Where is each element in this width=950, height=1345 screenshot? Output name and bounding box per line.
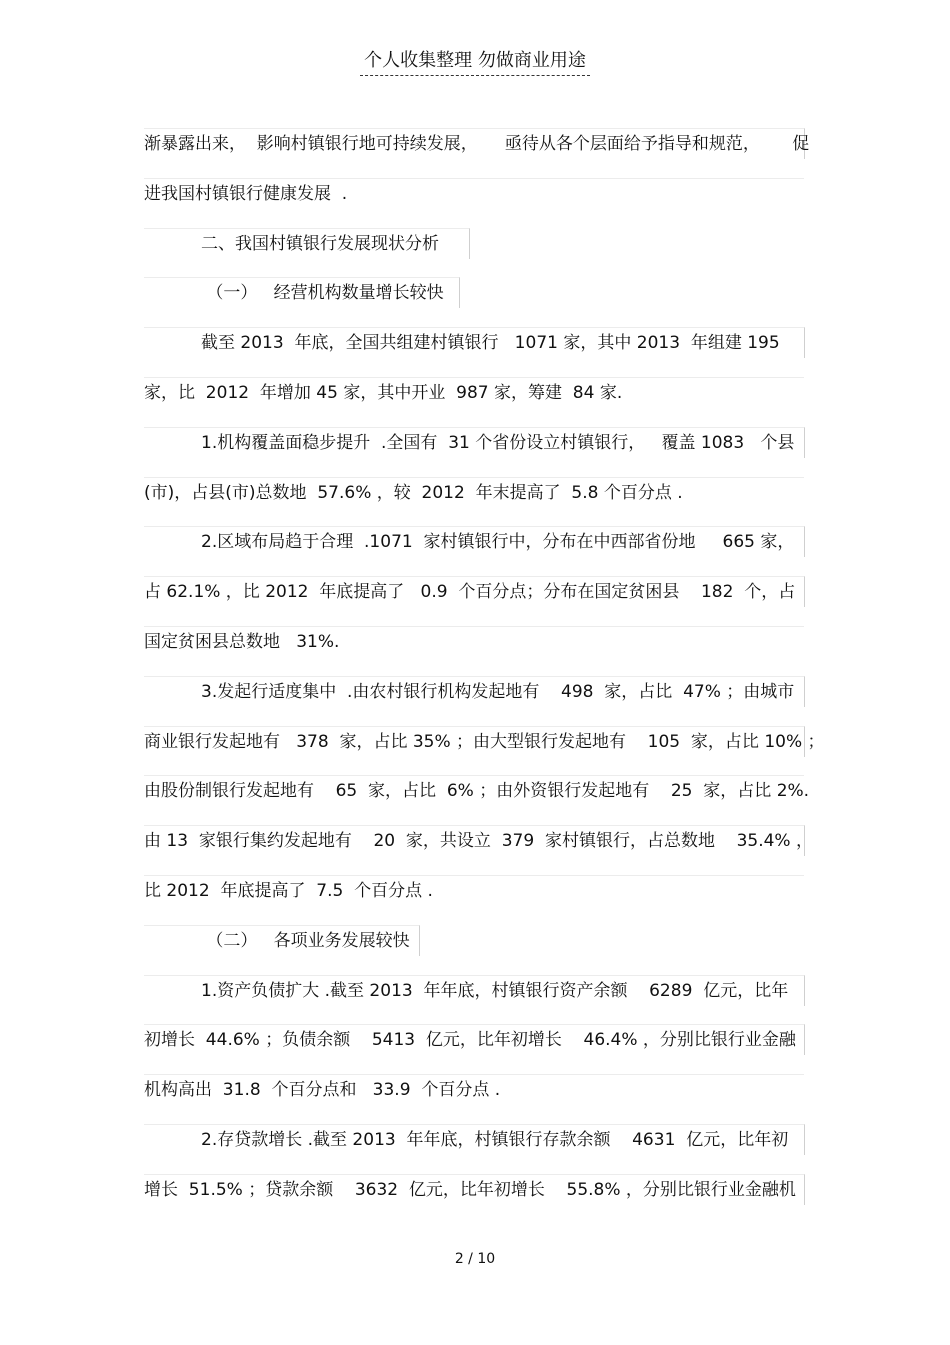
section-heading: 二、我国村镇银行发展现状分析 xyxy=(144,228,470,259)
text-line: 1.机构覆盖面稳步提升 .全国有 31 个省份设立村镇银行， 覆盖 1083 个县 xyxy=(144,427,805,458)
text-line: 3.发起行适度集中 .由农村银行机构发起地有 498 家，占比 47% ；由城市 xyxy=(144,676,805,707)
text-line: 渐暴露出来， 影响村镇银行地可持续发展， 亟待从各个层面给予指导和规范， 促 xyxy=(144,128,805,159)
text-line: 国定贫困县总数地 31%. xyxy=(144,626,804,657)
text-line: 比 2012 年底提高了 7.5 个百分点 . xyxy=(144,875,804,906)
text-line: (市)，占县(市)总数地 57.6% ，较 2012 年末提高了 5.8 个百分点 . xyxy=(144,477,804,508)
subsection-heading: （二） 各项业务发展较快 xyxy=(144,925,420,956)
text-line: 商业银行发起地有 378 家，占比 35% ；由大型银行发起地有 105 家，占比 10% ； xyxy=(144,726,805,757)
text-line: 占 62.1% ，比 2012 年底提高了 0.9 个百分点；分布在国定贫困县 182 个，占 xyxy=(144,576,805,607)
text-line: 1.资产负债扩大 .截至 2013 年年底，村镇银行资产余额 6289 亿元，比年 xyxy=(144,975,805,1006)
text-line: 由股份制银行发起地有 65 家，占比 6% ；由外资银行发起地有 25 家，占比 2%. xyxy=(144,775,804,806)
text-line: 家，比 2012 年增加 45 家，其中开业 987 家，筹建 84 家. xyxy=(144,377,804,408)
page-header xyxy=(0,46,950,72)
page-number: 2 / 10 xyxy=(454,1251,496,1267)
header-text: 个人收集整理 勿做商业用途 xyxy=(360,50,590,76)
text-line: 2.存贷款增长 .截至 2013 年年底，村镇银行存款余额 4631 亿元，比年初 xyxy=(144,1124,805,1155)
text-line: 2.区域布局趋于合理 .1071 家村镇银行中，分布在中西部省份地 665 家， xyxy=(144,526,805,557)
text-line: 增长 51.5% ；贷款余额 3632 亿元，比年初增长 55.8% ，分别比银行业金融机 xyxy=(144,1174,805,1205)
text-line: 由 13 家银行集约发起地有 20 家，共设立 379 家村镇银行，占总数地 35.4% ， xyxy=(144,825,805,856)
text-line: 进我国村镇银行健康发展 . xyxy=(144,178,804,209)
text-line: 机构高出 31.8 个百分点和 33.9 个百分点 . xyxy=(144,1074,804,1105)
subsection-heading: （一） 经营机构数量增长较快 xyxy=(144,277,460,308)
text-line: 初增长 44.6% ；负债余额 5413 亿元，比年初增长 46.4% ，分别比银行业金融 xyxy=(144,1024,805,1055)
text-line: 截至 2013 年底，全国共组建村镇银行 1071 家，其中 2013 年组建 195 xyxy=(144,327,805,358)
